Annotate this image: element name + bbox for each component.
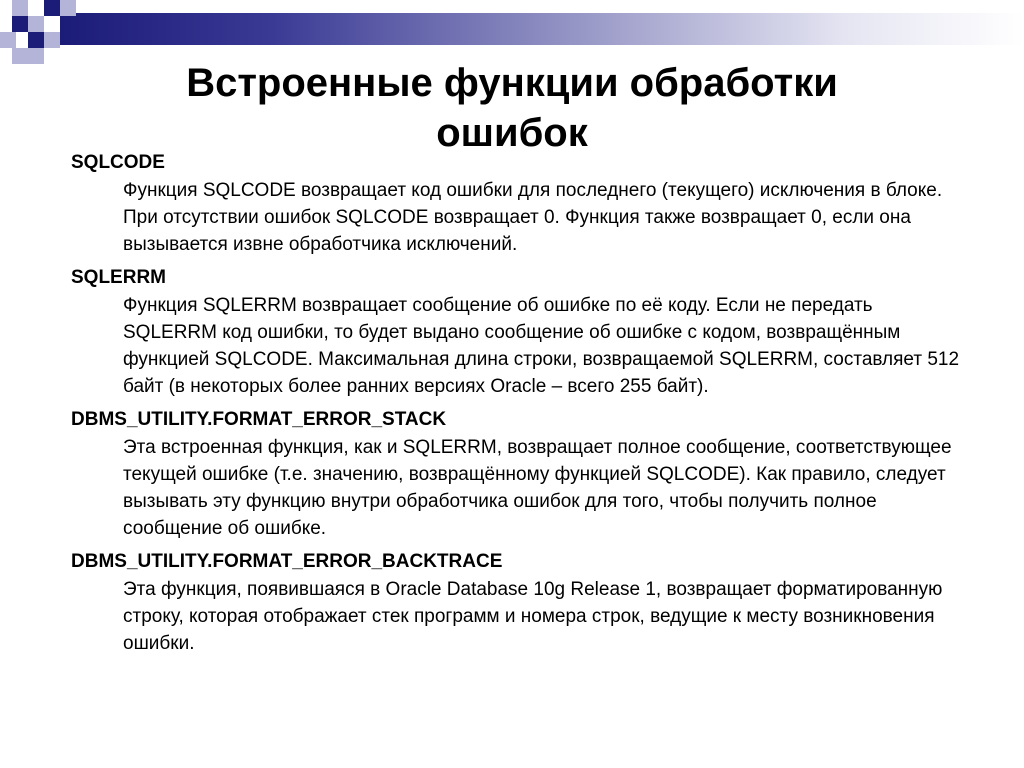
slide-title-line2: ошибок	[436, 111, 588, 155]
decor-square	[12, 0, 28, 16]
header-decoration	[0, 0, 1024, 64]
entry-term: SQLERRM	[71, 267, 166, 288]
decor-square	[0, 32, 16, 48]
entry-description: Эта встроенная функция, как и SQLERRM, возвращает полное сообщение, соответствующее текущей ошибке (т.е. значению, возвращённому функцией SQLCODE). Как правило, следует вызывать эту функцию внутри обработчика ошибок для того, чтобы получить полное сообщение об ошибке.	[123, 437, 952, 539]
decor-square	[28, 48, 44, 64]
entry-sqlerrm	[71, 266, 971, 400]
decor-square	[60, 0, 76, 16]
decor-square	[44, 32, 60, 48]
decor-square	[28, 32, 44, 48]
entry-format-error-backtrace	[71, 550, 971, 657]
entry-description: Функция SQLCODE возвращает код ошибки для последнего (текущего) исключения в блоке. При отсутствии ошибок SQLCODE возвращает 0. Функция также возвращает 0, если она вызывается извне обработчика исключений.	[123, 180, 943, 255]
slide-title-line1: Встроенные функции обработки	[186, 61, 838, 105]
content-body	[71, 151, 971, 665]
entry-term: DBMS_UTILITY.FORMAT_ERROR_BACKTRACE	[71, 551, 503, 572]
decor-square	[12, 16, 28, 32]
entry-description: Эта функция, появившаяся в Oracle Database 10g Release 1, возвращает форматированную строку, которая отображает стек программ и номера строк, ведущие к месту возникновения ошибки.	[123, 579, 943, 654]
decor-square	[44, 0, 60, 16]
header-gradient-bar	[60, 13, 1024, 45]
entry-description: Функция SQLERRM возвращает сообщение об ошибке по её коду. Если не передать SQLERRM код ошибки, то будет выдано сообщение об ошибке с кодом, возвращённым функцией SQLCODE. Максимальная длина строки, возвращаемой SQLERRM, составляет 512 байт (в некоторых более ранних версиях Oracle – всего 255 байт).	[123, 295, 960, 397]
decor-square	[28, 16, 44, 32]
entry-sqlcode	[71, 151, 971, 258]
decor-square	[12, 48, 28, 64]
entry-term: SQLCODE	[71, 152, 165, 173]
slide-title	[60, 58, 964, 158]
entry-term: DBMS_UTILITY.FORMAT_ERROR_STACK	[71, 409, 447, 430]
entry-format-error-stack	[71, 408, 971, 542]
